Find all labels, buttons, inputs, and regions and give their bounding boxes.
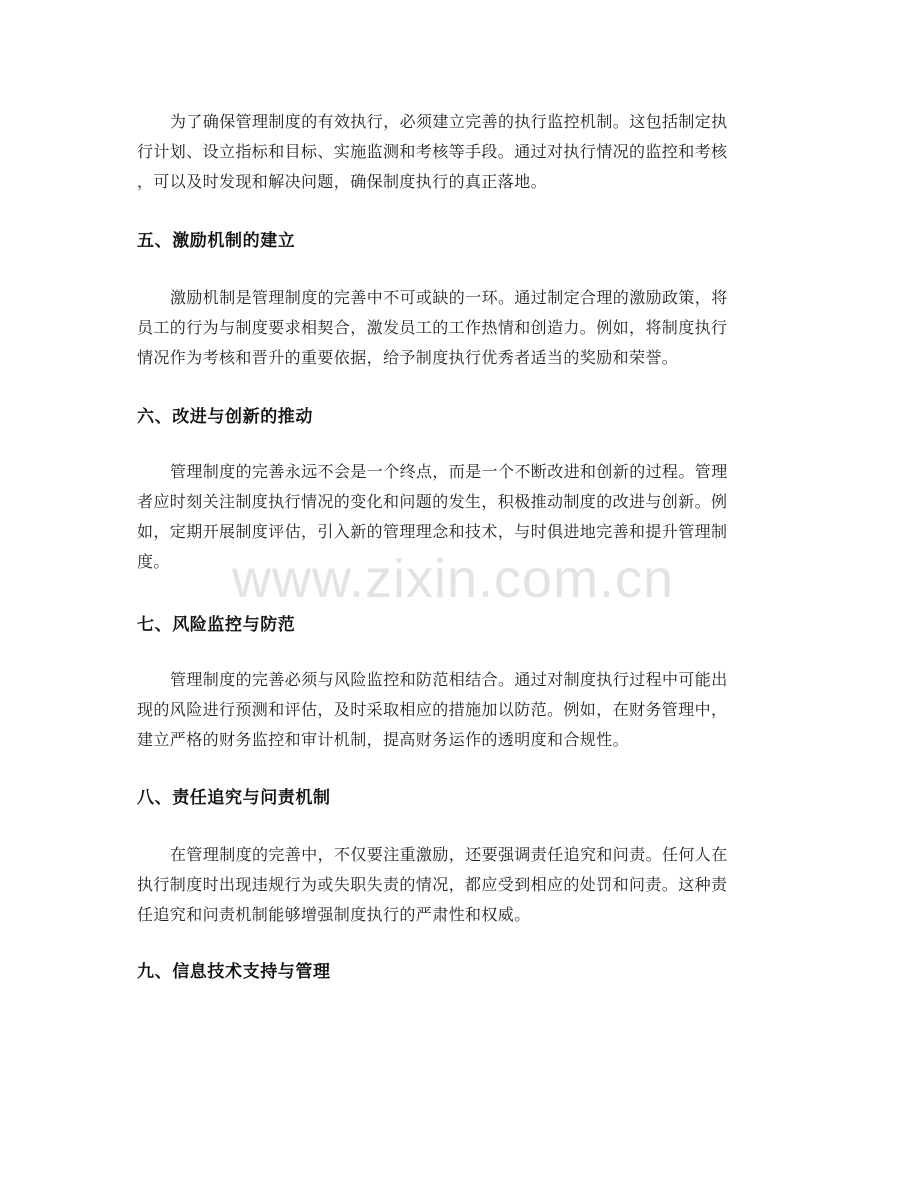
paragraph-line: 员工的行为与制度要求相契合，激发员工的工作热情和创造力。例如，将制度执行 — [137, 318, 728, 337]
section-heading-6: 六、改进与创新的推动 — [137, 407, 313, 427]
paragraph-section-8 — [137, 840, 785, 930]
paragraph-line: 为了确保管理制度的有效执行，必须建立完善的执行监控机制。这包括制定执 — [170, 112, 728, 131]
paragraph-line: 者应时刻关注制度执行情况的变化和问题的发生，积极推动制度的改进与创新。例 — [137, 492, 728, 511]
paragraph-line: 度。 — [137, 552, 170, 571]
paragraph-line: 如，定期开展制度评估，引入新的管理理念和技术，与时俱进地完善和提升管理制 — [137, 522, 728, 541]
section-heading-8: 八、责任追究与问责机制 — [137, 788, 331, 808]
paragraph-line: 激励机制是管理制度的完善中不可或缺的一环。通过制定合理的激励政策，将 — [170, 288, 728, 307]
paragraph-line: 行计划、设立指标和目标、实施监测和考核等手段。通过对执行情况的监控和考核 — [137, 142, 728, 161]
watermark: www.zixin.com.cn — [232, 549, 675, 609]
paragraph-line: 管理制度的完善必须与风险监控和防范相结合。通过对制度执行过程中可能出 — [170, 670, 728, 689]
section-heading-9: 九、信息技术支持与管理 — [137, 962, 331, 982]
paragraph-section-6 — [137, 457, 785, 577]
paragraph-line: 执行制度时出现违规行为或失职失责的情况，都应受到相应的处罚和问责。这种责 — [137, 875, 728, 894]
paragraph-line: 情况作为考核和晋升的重要依据，给予制度执行优秀者适当的奖励和荣誉。 — [137, 348, 679, 367]
paragraph-line: 管理制度的完善永远不会是一个终点，而是一个不断改进和创新的过程。管理 — [170, 462, 728, 481]
paragraph-line: 现的风险进行预测和评估，及时采取相应的措施加以防范。例如，在财务管理中， — [137, 700, 728, 719]
paragraph-section-7 — [137, 665, 785, 755]
section-heading-7: 七、风险监控与防范 — [137, 615, 296, 635]
paragraph-line: ，可以及时发现和解决问题，确保制度执行的真正落地。 — [137, 172, 548, 191]
paragraph-line: 任追究和问责机制能够增强制度执行的严肃性和权威。 — [137, 905, 531, 924]
paragraph-section-5 — [137, 283, 785, 373]
section-heading-5: 五、激励机制的建立 — [137, 231, 296, 251]
paragraph-intro — [137, 107, 785, 197]
paragraph-line: 在管理制度的完善中，不仅要注重激励，还要强调责任追究和问责。任何人在 — [170, 845, 728, 864]
paragraph-line: 建立严格的财务监控和审计机制，提高财务运作的透明度和合规性。 — [137, 730, 630, 749]
